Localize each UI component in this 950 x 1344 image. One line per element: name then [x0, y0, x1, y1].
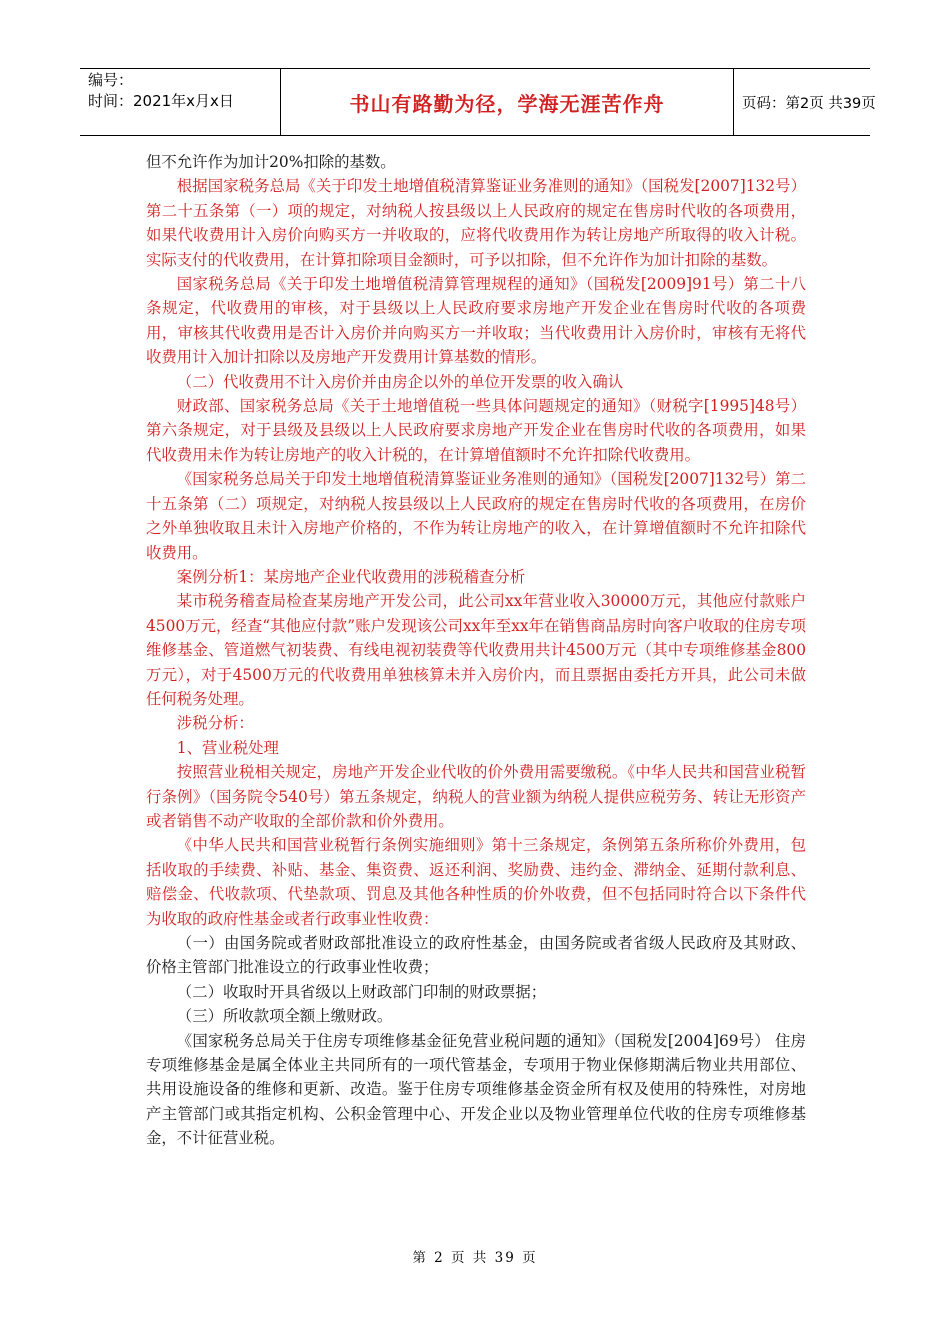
paragraph: 案例分析1：某房地产企业代收费用的涉税稽查分析	[176, 567, 526, 586]
date-label: 时间：2021年x月x日	[88, 92, 234, 110]
paragraph: 某市税务稽查局检查某房地产开发公司，此公司xx年营业收入30000万元，其他应付款账户4500万元，经查“其他应付款”账户发现该公司xx年至xx年在销售商品房时向客户收取的住房专项维修基金、管道燃气初装费、有线电视初装费等代收费用共计4500万元（其中专项维修基金800万元），对于4500万元的代收费用单独核算未并入房价内，而且票据由委托方开具，此公司未做任何税务处理。	[146, 592, 806, 708]
paragraph: 《国家税务总局关于印发土地增值税清算鉴证业务准则的通知》（国税发[2007]132号）第二十五条第（二）项规定，对纳税人按县级以上人民政府的规定在售房时代收的各项费用，在房价之外单独收取且未计入房地产价格的，不作为转让房地产的收入，在计算增值额时不允许扣除代收费用。	[146, 470, 806, 562]
paragraph: （一）由国务院或者财政部批准设立的政府性基金，由国务院或者省级人民政府及其财政、价格主管部门批准设立的行政事业性收费；	[146, 934, 806, 977]
paragraph: 《国家税务总局关于住房专项维修基金征免营业税问题的通知》（国税发[2004]69号） 住房专项维修基金是属全体业主共同所有的一项代管基金，专项用于物业保修期满后物业共用部位、共用设施设备的维修和更新、改造。鉴于住房专项维修基金资金所有权及使用的特殊性，对房地产主管部门或其指定机构、公积金管理中心、开发企业以及物业管理单位代收的住房专项维修基金，不计征营业税。	[146, 1031, 806, 1148]
paragraph: 按照营业税相关规定，房地产开发企业代收的价外费用需要缴税。《中华人民共和国营业税暂行条例》（国务院令540号）第五条规定，纳税人的营业额为纳税人提供应税劳务、转让无形资产或者销售不动产收取的全部价款和价外费用。	[146, 763, 806, 830]
paragraph: （三）所收款项全额上缴财政。	[176, 1007, 393, 1026]
header-bottom-rule	[80, 135, 870, 136]
page-footer: 第 2 页 共 39 页	[412, 1250, 538, 1266]
paragraph: 财政部、国家税务总局《关于土地增值税一些具体问题规定的通知》（财税字[1995]48号）第六条规定，对于县级及县级以上人民政府要求房地产开发企业在售房时代收的各项费用，如果代收费用未作为转让房地产的收入计税的，在计算增值额时不允许扣除代收费用。	[146, 397, 806, 464]
document-body	[146, 150, 806, 1151]
paragraph: 涉税分析：	[176, 714, 254, 733]
paragraph: （二）代收费用不计入房价并由房企以外的单位开发票的收入确认	[176, 372, 624, 391]
page-info: 页码：第2页 共39页	[742, 95, 876, 112]
page-header	[80, 68, 876, 136]
header-divider	[733, 68, 734, 136]
paragraph: 国家税务总局《关于印发土地增值税清算管理规程的通知》（国税发[2009]91号）第二十八条规定，代收费用的审核，对于县级以上人民政府要求房地产开发企业在售房时代收的各项费用，审核其代收费用是否计入房价并向购买方一并收取；当代收费用计入房价时，审核有无将代收费用计入加计扣除以及房地产开发费用计算基数的情形。	[146, 275, 806, 367]
paragraph: 《中华人民共和国营业税暂行条例实施细则》第十三条规定，条例第五条所称价外费用，包括收取的手续费、补贴、基金、集资费、返还利润、奖励费、违约金、滞纳金、延期付款利息、赔偿金、代收款项、代垫款项、罚息及其他各种性质的价外收费，但不包括同时符合以下条件代为收取的政府性基金或者行政事业性收费：	[146, 836, 806, 928]
paragraph: （二）收取时开具省级以上财政部门印制的财政票据；	[176, 982, 547, 1001]
doc-number-label: 编号：	[88, 71, 134, 89]
paragraph: 但不允许作为加计20%扣除的基数。	[146, 153, 396, 171]
paragraph: 根据国家税务总局《关于印发土地增值税清算鉴证业务准则的通知》（国税发[2007]132号）第二十五条第（一）项的规定，对纳税人按县级以上人民政府的规定在售房时代收的各项费用，如果代收费用计入房价向购买方一并收取的，应将代收费用作为转让房地产所取得的收入计税。实际支付的代收费用，在计算扣除项目金额时，可予以扣除，但不允许作为加计扣除的基数。	[146, 177, 806, 269]
header-motto: 书山有路勤为径，学海无涯苦作舟	[349, 91, 665, 116]
paragraph: 1、营业税处理	[176, 738, 279, 757]
header-meta	[88, 70, 278, 112]
